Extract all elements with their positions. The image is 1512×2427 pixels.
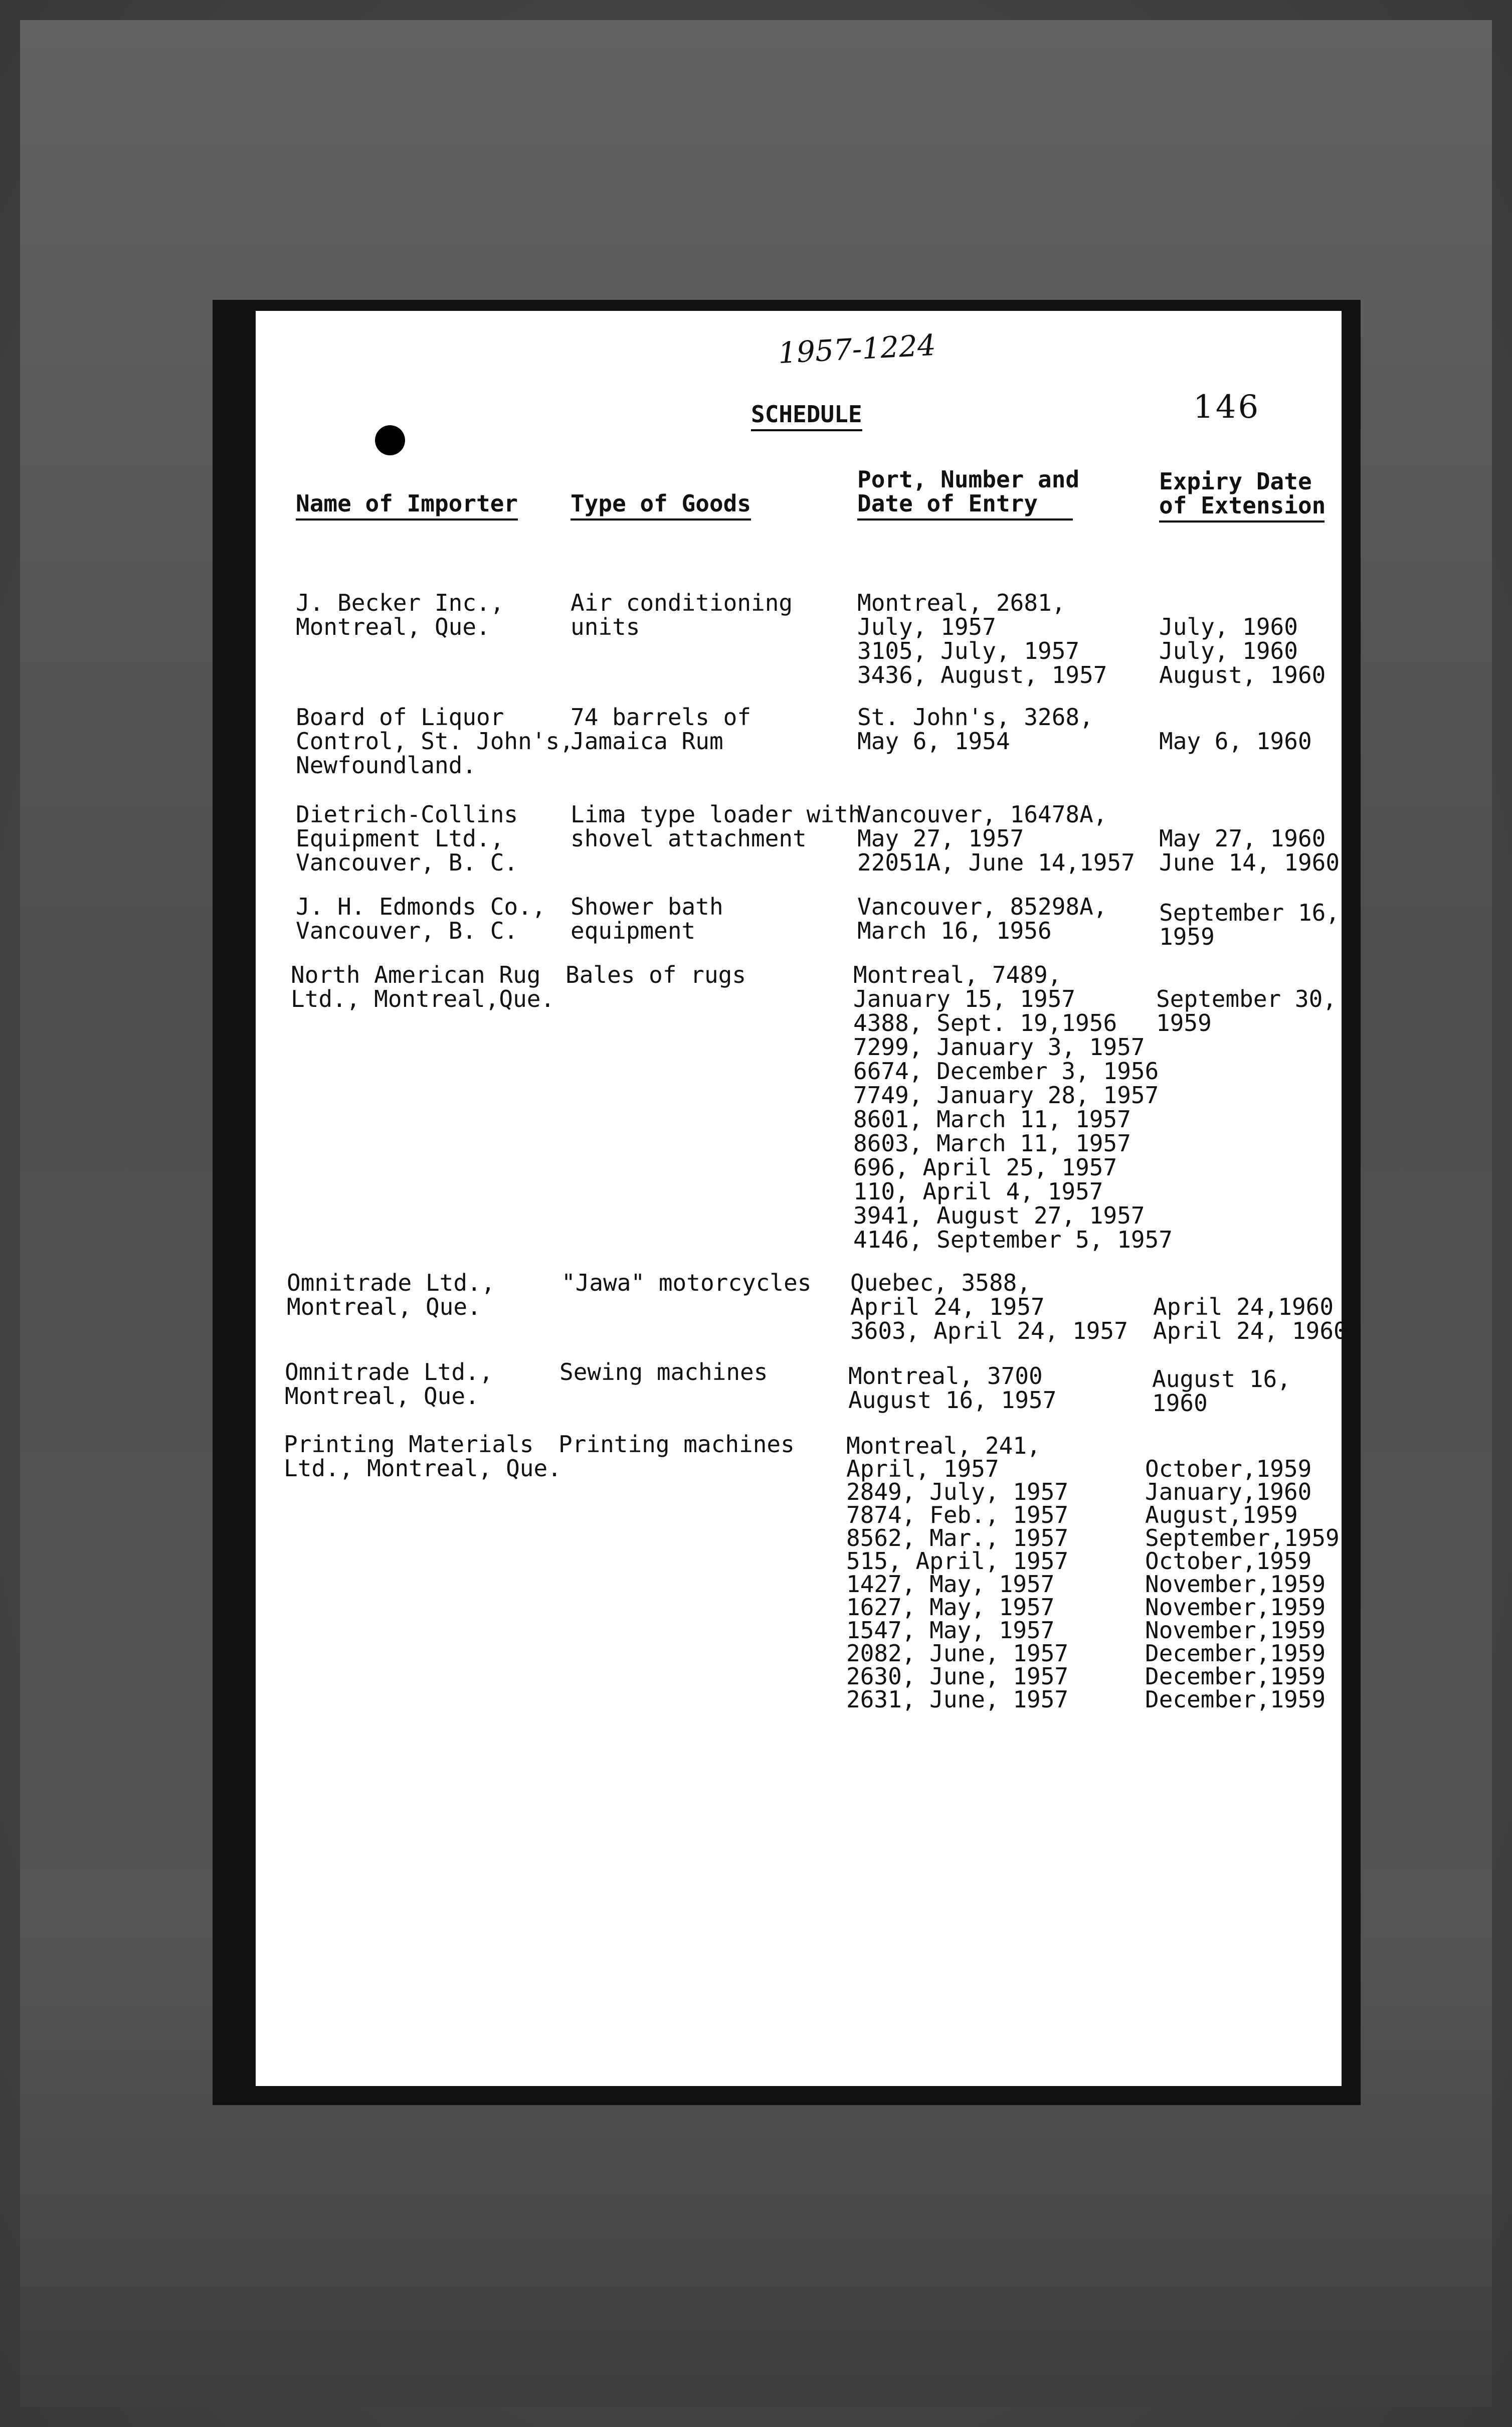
entry-6-port: Quebec, 3588, April 24, 1957 3603, April 24, 1957	[850, 1269, 1128, 1344]
header-port-line2: Date of Entry	[857, 491, 1073, 521]
entry-5-importer: North American Rug Ltd., Montreal,Que.	[291, 961, 555, 1012]
entry-5-expiry: September 30, 1959	[1156, 985, 1337, 1036]
entry-3-importer: Dietrich-Collins Equipment Ltd., Vancouver, B. C.	[296, 801, 518, 876]
entry-8-port: Montreal, 241, April, 1957 2849, July, 1957 7874, Feb., 1957 8562, Mar., 1957 515, April, 1957 1427, May, 1957 1627, May, 1957 1547, May, 1957 2082, June, 1957 2630, June, 1957 2631, June, 1957	[846, 1432, 1069, 1713]
entry-4-port: Vancouver, 85298A, March 16, 1956	[857, 893, 1107, 944]
entry-7-expiry: August 16, 1960	[1152, 1365, 1291, 1417]
header-port-line1: Port, Number and	[857, 466, 1080, 493]
entry-4-goods: Shower bath equipment	[571, 893, 723, 944]
page-title: SCHEDULE	[751, 402, 862, 431]
page-number: 146	[1193, 389, 1261, 426]
header-expiry-line1: Expiry Date	[1159, 468, 1312, 495]
entry-6-expiry: April 24,1960 April 24, 1960	[1153, 1293, 1348, 1344]
entry-8-goods: Printing machines	[558, 1431, 795, 1458]
entry-4-expiry: September 16, 1959	[1159, 899, 1340, 950]
entry-3-goods: Lima type loader with shovel attachment	[571, 801, 862, 852]
entry-5-port: Montreal, 7489, January 15, 1957 4388, Sept. 19,1956 7299, January 3, 1957 6674, December 3, 1956 7749, January 28, 1957 8601, March 11, 1957 8603, March 11, 1957 696, April 25, 1957 110, April 4, 1957 3941, August 27, 1957 4146, September 5, 1957	[853, 961, 1173, 1253]
entry-4-importer: J. H. Edmonds Co., Vancouver, B. C.	[296, 893, 546, 944]
entry-7-importer: Omnitrade Ltd., Montreal, Que.	[285, 1358, 493, 1410]
entry-2-expiry: May 6, 1960	[1159, 728, 1312, 755]
entry-8-expiry: October,1959 January,1960 August,1959 September,1959 October,1959 November,1959 November,1959 November,1959 December,1959 December,1959 December,1959	[1145, 1455, 1340, 1713]
entry-1-goods: Air conditioning units	[571, 589, 793, 640]
header-expiry-line2: of Extension	[1159, 493, 1325, 523]
entry-3-expiry: May 27, 1960 June 14, 1960	[1159, 825, 1340, 876]
punch-hole	[375, 425, 405, 455]
entry-2-goods: 74 barrels of Jamaica Rum	[571, 704, 751, 755]
entry-6-importer: Omnitrade Ltd., Montreal, Que.	[287, 1269, 495, 1320]
entry-7-goods: Sewing machines	[559, 1358, 768, 1385]
entry-3-port: Vancouver, 16478A, May 27, 1957 22051A, June 14,1957	[857, 801, 1135, 876]
entry-1-importer: J. Becker Inc., Montreal, Que.	[296, 589, 504, 640]
header-importer: Name of Importer	[296, 491, 518, 521]
entry-1-port: Montreal, 2681, July, 1957 3105, July, 1957 3436, August, 1957	[857, 589, 1107, 688]
header-goods: Type of Goods	[571, 491, 751, 521]
entry-6-goods: "Jawa" motorcycles	[561, 1269, 812, 1296]
entry-1-expiry: July, 1960 July, 1960 August, 1960	[1159, 613, 1326, 688]
document-page	[256, 311, 1348, 2086]
entry-2-port: St. John's, 3268, May 6, 1954	[857, 704, 1093, 755]
entry-2-importer: Board of Liquor Control, St. John's, Newfoundland.	[296, 704, 574, 779]
entry-8-importer: Printing Materials Ltd., Montreal, Que.	[284, 1431, 561, 1482]
entry-5-goods: Bales of rugs	[565, 961, 746, 988]
entry-7-port: Montreal, 3700 August 16, 1957	[848, 1362, 1057, 1414]
handwritten-file-number: 1957-1224	[777, 327, 937, 371]
